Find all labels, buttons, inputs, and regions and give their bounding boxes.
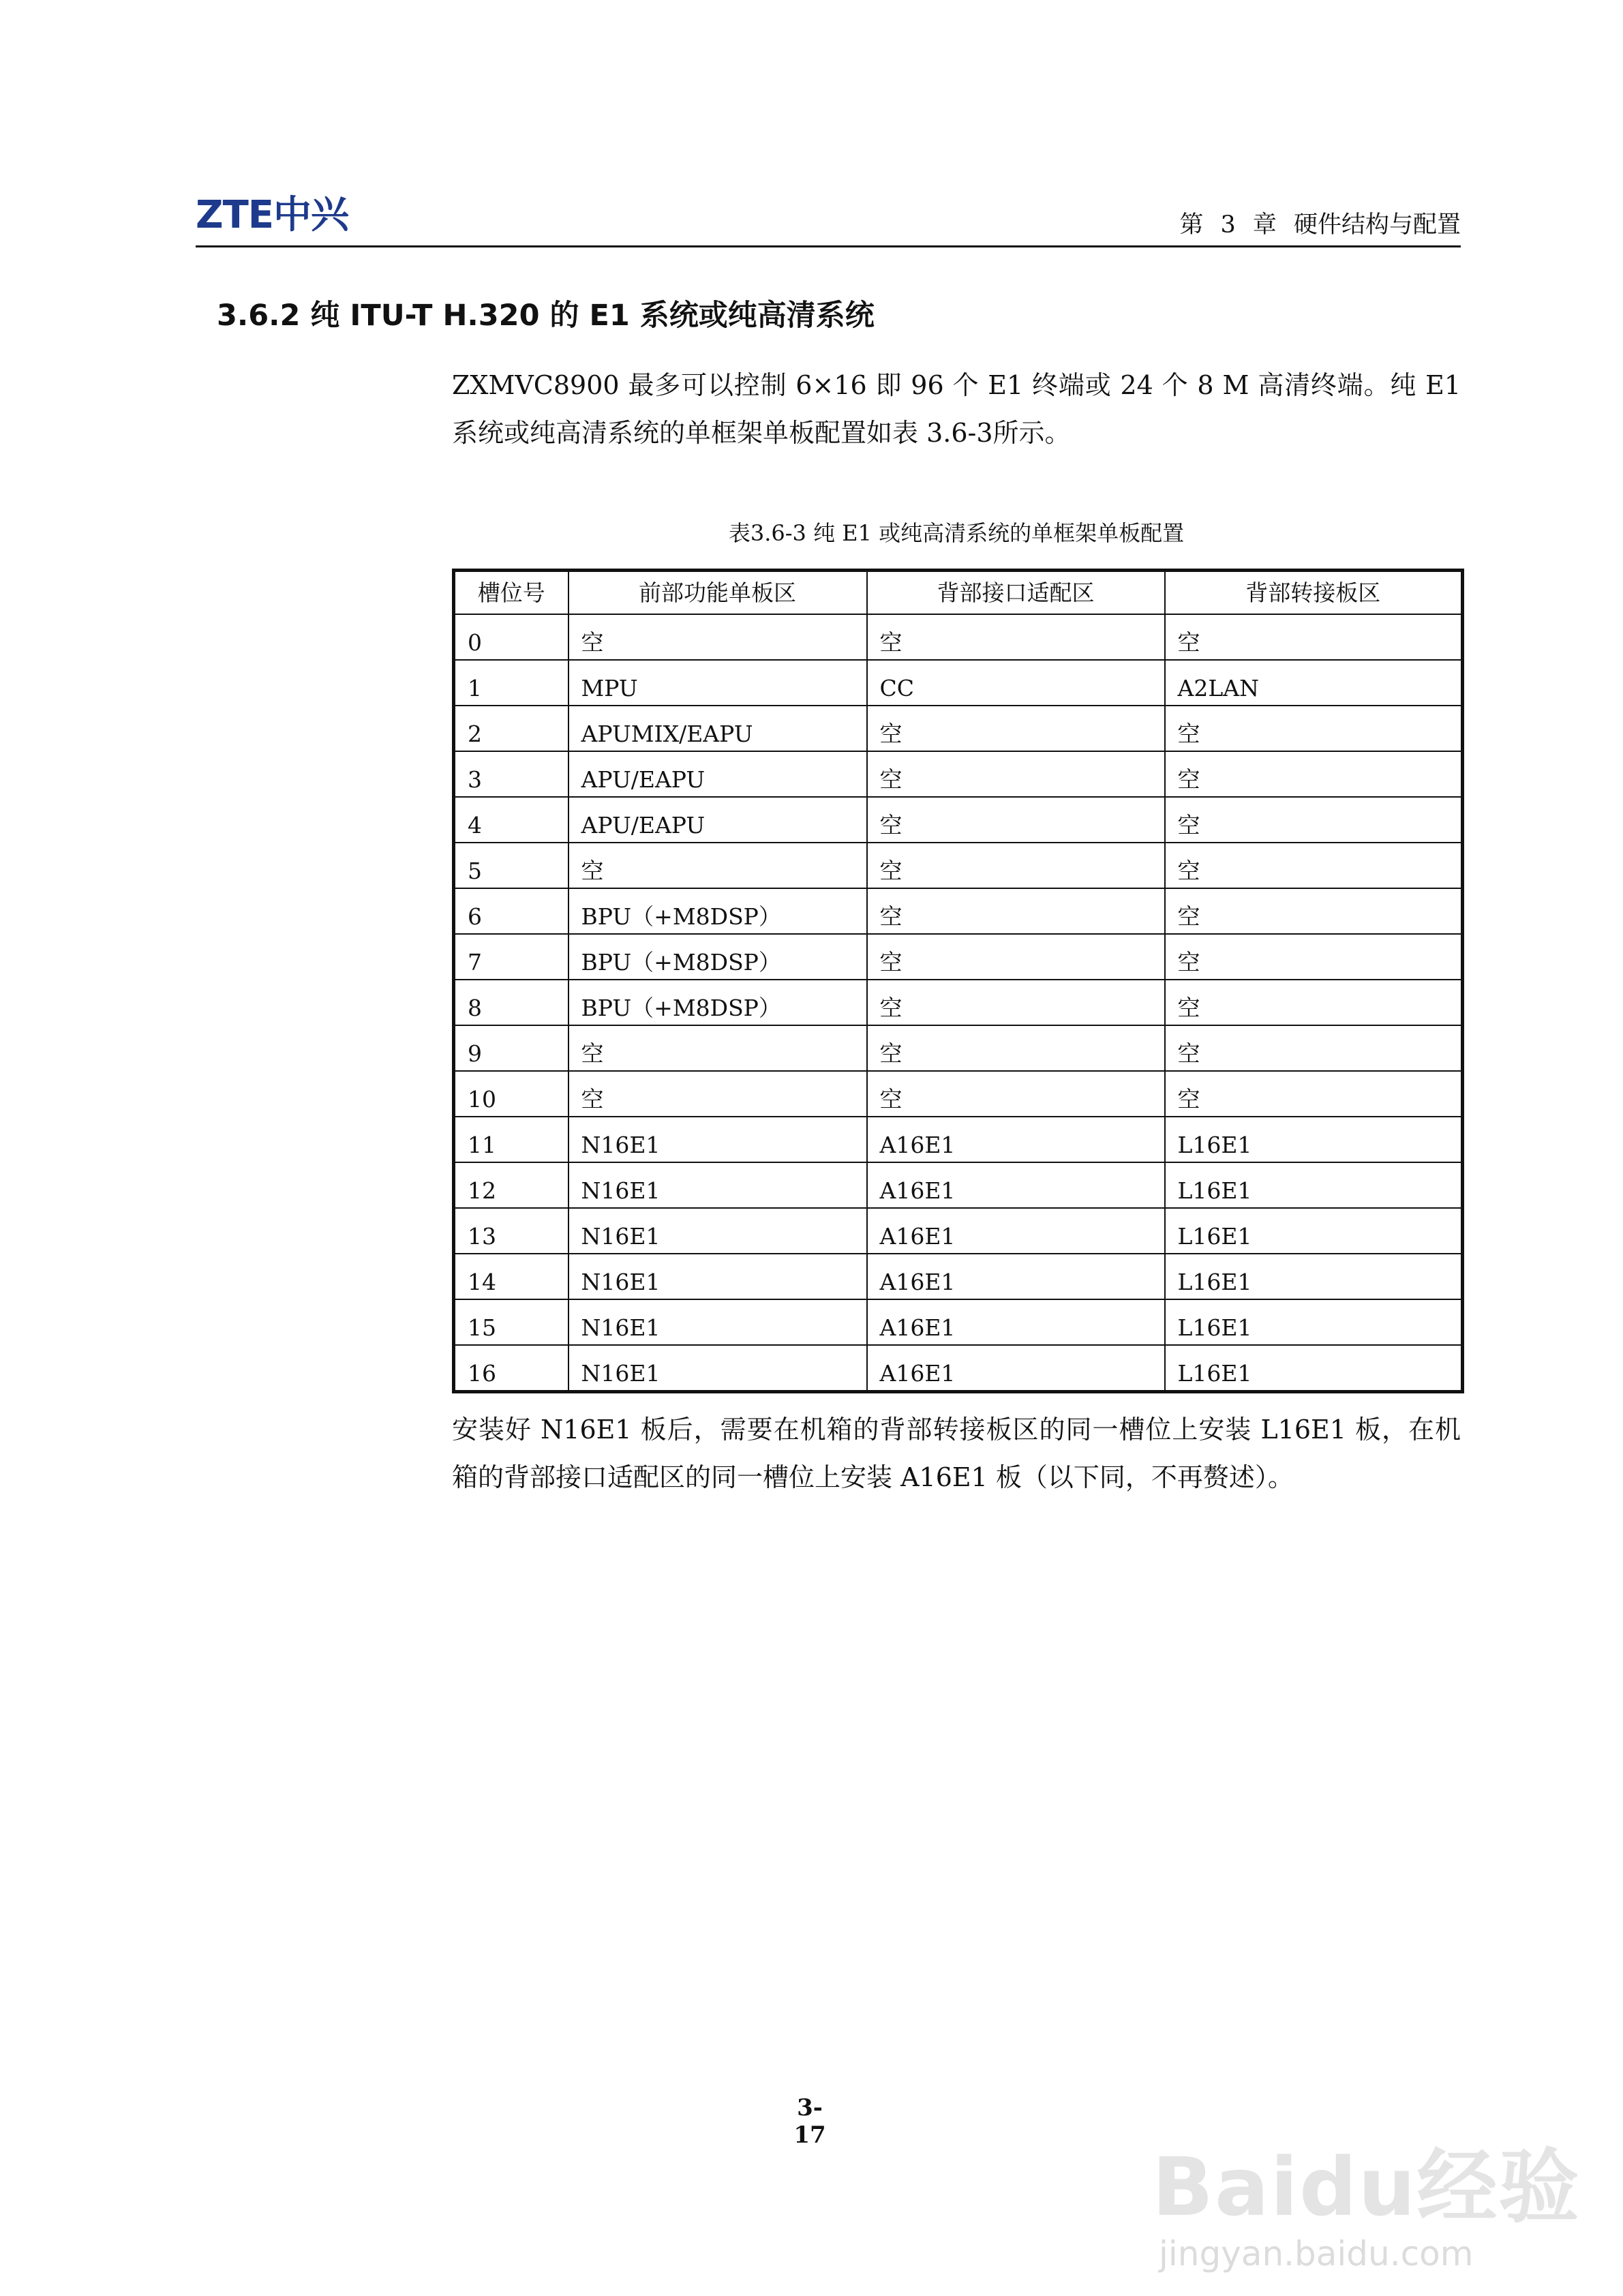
table-row (454, 1345, 1463, 1392)
table-row (454, 980, 1463, 1025)
section-title: 3.6.2 纯 ITU-T H.320 的 E1 系统或纯高清系统 (217, 299, 875, 333)
slot-cell: 9 (454, 1025, 568, 1071)
table-body (454, 614, 1463, 1392)
table-row (454, 797, 1463, 843)
rear-interface-cell: 空 (867, 980, 1165, 1025)
rear-adapter-cell: L16E1 (1165, 1254, 1463, 1299)
slot-cell: 11 (454, 1117, 568, 1162)
rear-adapter-cell: L16E1 (1165, 1162, 1463, 1208)
front-board-cell: N16E1 (568, 1299, 867, 1345)
rear-adapter-cell: 空 (1165, 843, 1463, 888)
front-board-cell: N16E1 (568, 1254, 867, 1299)
table-row (454, 1162, 1463, 1208)
table-row (454, 1208, 1463, 1254)
table-row (454, 1071, 1463, 1117)
slot-cell: 10 (454, 1071, 568, 1117)
rear-interface-cell: CC (867, 660, 1165, 706)
front-board-cell: 空 (568, 614, 867, 660)
rear-adapter-cell: 空 (1165, 980, 1463, 1025)
baidu-watermark-url: jingyan.baidu.com (1159, 2234, 1474, 2274)
table-row (454, 843, 1463, 888)
table-row (454, 706, 1463, 751)
rear-adapter-cell: 空 (1165, 934, 1463, 980)
table-row (454, 751, 1463, 797)
front-board-cell: N16E1 (568, 1162, 867, 1208)
header-front-board: 前部功能单板区 (568, 571, 867, 615)
slot-cell: 14 (454, 1254, 568, 1299)
rear-adapter-cell: 空 (1165, 706, 1463, 751)
slot-cell: 8 (454, 980, 568, 1025)
front-board-cell: N16E1 (568, 1117, 867, 1162)
table-row (454, 934, 1463, 980)
rear-interface-cell: A16E1 (867, 1208, 1165, 1254)
rear-adapter-cell: L16E1 (1165, 1299, 1463, 1345)
rear-adapter-cell: 空 (1165, 1071, 1463, 1117)
header-slot: 槽位号 (454, 571, 568, 615)
front-board-cell: MPU (568, 660, 867, 706)
front-board-cell: BPU（+M8DSP） (568, 888, 867, 934)
front-board-cell: 空 (568, 1025, 867, 1071)
header-divider (196, 245, 1461, 247)
front-board-cell: APU/EAPU (568, 751, 867, 797)
rear-interface-cell: 空 (867, 614, 1165, 660)
rear-interface-cell: A16E1 (867, 1117, 1165, 1162)
rear-interface-cell: 空 (867, 751, 1165, 797)
rear-interface-cell: A16E1 (867, 1162, 1165, 1208)
table-row (454, 614, 1463, 660)
rear-adapter-cell: 空 (1165, 888, 1463, 934)
table-row (454, 660, 1463, 706)
table-caption: 表3.6-3 纯 E1 或纯高清系统的单框架单板配置 (728, 520, 1185, 546)
header-rear-adapter: 背部转接板区 (1165, 571, 1463, 615)
front-board-cell: 空 (568, 843, 867, 888)
rear-interface-cell: A16E1 (867, 1345, 1165, 1392)
rear-adapter-cell: A2LAN (1165, 660, 1463, 706)
rear-adapter-cell: 空 (1165, 751, 1463, 797)
slot-cell: 13 (454, 1208, 568, 1254)
table-row (454, 888, 1463, 934)
slot-cell: 4 (454, 797, 568, 843)
rear-adapter-cell: L16E1 (1165, 1208, 1463, 1254)
front-board-cell: N16E1 (568, 1345, 867, 1392)
rear-adapter-cell: 空 (1165, 1025, 1463, 1071)
table-header-row (454, 571, 1463, 615)
table-row (454, 1025, 1463, 1071)
rear-adapter-cell: L16E1 (1165, 1345, 1463, 1392)
front-board-cell: APU/EAPU (568, 797, 867, 843)
rear-adapter-cell: 空 (1165, 797, 1463, 843)
board-config-table (452, 569, 1464, 1393)
rear-interface-cell: 空 (867, 843, 1165, 888)
rear-interface-cell: 空 (867, 797, 1165, 843)
zte-logo: ZTE中兴 (196, 193, 349, 237)
chapter-heading: 第 3 章 硬件结构与配置 (1179, 211, 1461, 239)
rear-interface-cell: A16E1 (867, 1254, 1165, 1299)
front-board-cell: BPU（+M8DSP） (568, 934, 867, 980)
slot-cell: 6 (454, 888, 568, 934)
rear-interface-cell: 空 (867, 934, 1165, 980)
table-row (454, 1299, 1463, 1345)
front-board-cell: APUMIX/EAPU (568, 706, 867, 751)
slot-cell: 3 (454, 751, 568, 797)
rear-interface-cell: 空 (867, 1071, 1165, 1117)
slot-cell: 7 (454, 934, 568, 980)
rear-interface-cell: 空 (867, 888, 1165, 934)
rear-adapter-cell: L16E1 (1165, 1117, 1463, 1162)
slot-cell: 16 (454, 1345, 568, 1392)
table-row (454, 1117, 1463, 1162)
slot-cell: 15 (454, 1299, 568, 1345)
rear-adapter-cell: 空 (1165, 614, 1463, 660)
rear-interface-cell: 空 (867, 706, 1165, 751)
install-note-paragraph: 安装好 N16E1 板后，需要在机箱的背部转接板区的同一槽位上安装 L16E1 板，在机箱的背部接口适配区的同一槽位上安装 A16E1 板（以下同，不再赘述）。 (452, 1415, 1461, 1492)
page-number: 3-17 (793, 2094, 826, 2149)
front-board-cell: N16E1 (568, 1208, 867, 1254)
slot-cell: 1 (454, 660, 568, 706)
front-board-cell: 空 (568, 1071, 867, 1117)
slot-cell: 5 (454, 843, 568, 888)
header-rear-interface: 背部接口适配区 (867, 571, 1165, 615)
slot-cell: 12 (454, 1162, 568, 1208)
intro-paragraph: ZXMVC8900 最多可以控制 6×16 即 96 个 E1 终端或 24 个 8 M 高清终端。纯 E1 系统或纯高清系统的单框架单板配置如表 3.6-3所示。 (452, 370, 1461, 448)
rear-interface-cell: A16E1 (867, 1299, 1165, 1345)
table-row (454, 1254, 1463, 1299)
slot-cell: 0 (454, 614, 568, 660)
rear-interface-cell: 空 (867, 1025, 1165, 1071)
slot-cell: 2 (454, 706, 568, 751)
front-board-cell: BPU（+M8DSP） (568, 980, 867, 1025)
baidu-watermark-logo: Baidu经验 (1152, 2140, 1581, 2234)
